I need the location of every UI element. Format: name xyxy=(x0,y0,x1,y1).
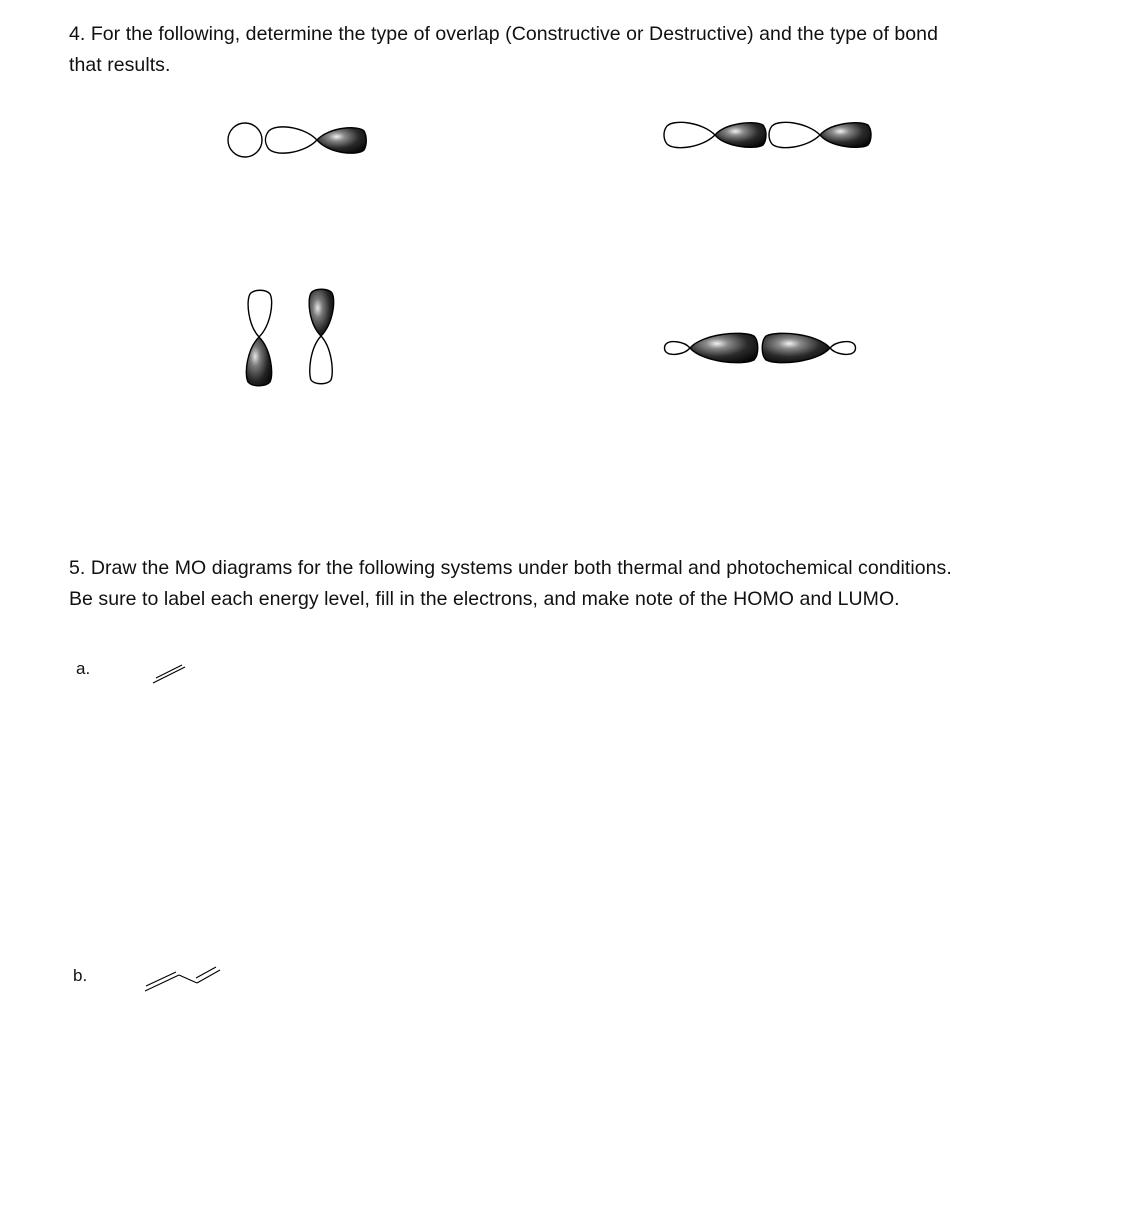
p-orbital-left xyxy=(664,122,766,147)
orbital-pair-p-p-side-by-side xyxy=(240,287,340,391)
question-4-line-1: 4. For the following, determine the type of overlap (Constructive or Destructive) and the type of bond xyxy=(69,23,938,45)
p-orbital-vertical-right xyxy=(309,289,334,384)
orbital-pair-s-p xyxy=(224,118,369,162)
orbital-pair-p-p-end-on-facing xyxy=(662,328,862,368)
question-4-line-2: that results. xyxy=(69,54,171,76)
question-5-prompt xyxy=(69,553,1109,615)
p-orbital-lobe-shaded xyxy=(317,128,366,153)
p-orbital-lobe-white xyxy=(265,127,317,153)
p-orbital-right xyxy=(762,333,855,362)
butadiene-structure xyxy=(142,965,224,995)
p-orbital-left xyxy=(665,333,758,362)
question-5-line-2: Be sure to label each energy level, fill in the electrons, and make note of the HOMO and LUMO. xyxy=(69,588,900,610)
ethylene-structure xyxy=(150,662,190,686)
part-b-label: b. xyxy=(73,966,88,985)
p-orbital-right xyxy=(769,122,871,147)
question-4-prompt xyxy=(69,19,1079,81)
orbital-pair-p-p-end-on-same xyxy=(662,116,874,154)
question-5-line-1: 5. Draw the MO diagrams for the following systems under both thermal and photochemical conditions. xyxy=(69,557,952,579)
s-orbital xyxy=(228,123,262,157)
part-a-label: a. xyxy=(76,659,91,678)
p-orbital-vertical-left xyxy=(246,290,271,386)
